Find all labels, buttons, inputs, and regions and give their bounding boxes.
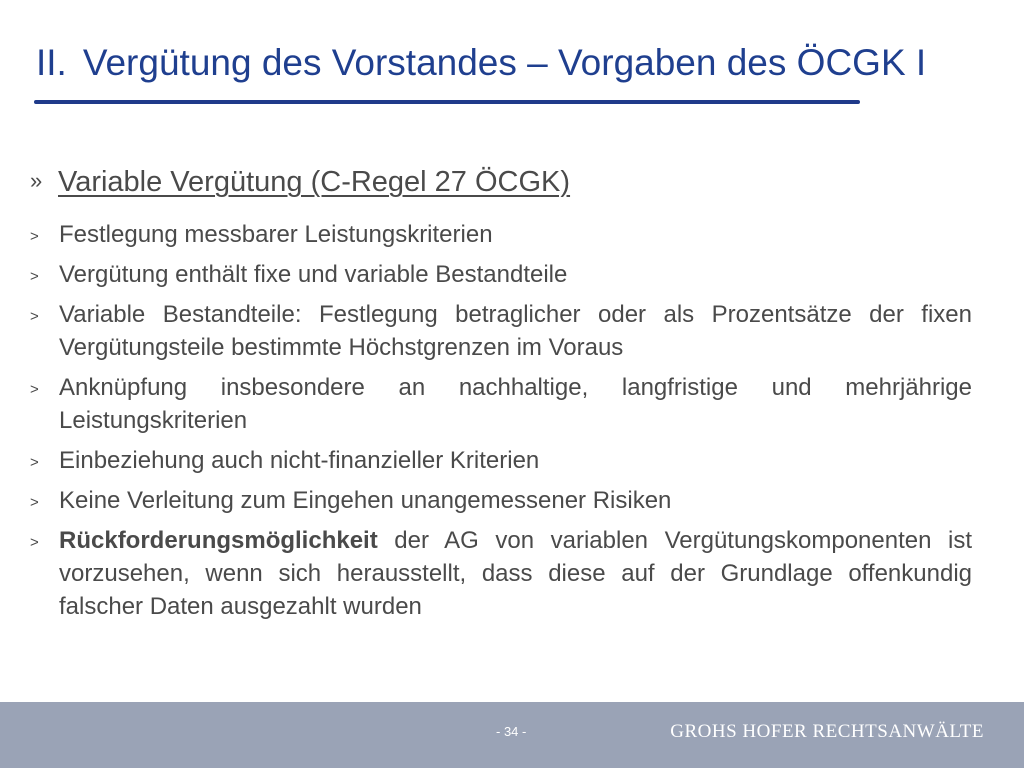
footer-bar [0,702,1024,768]
title-number: II. [36,42,67,83]
bullet-arrow: > [30,534,39,551]
bullet-arrow: > [30,381,39,398]
bullet-arrow: > [30,454,39,471]
bullet-item [30,218,972,251]
bullet-arrow: > [30,268,39,285]
bullet-text: der AG von variablen Vergütungskomponenten ist vorzusehen, wenn sich herausstellt, dass diese auf der Grundlage offenkundig falscher Daten ausgezahlt wurden [59,527,972,620]
bullet-text: Vergütung enthält fixe und variable Bestandteile [59,261,568,288]
bullet-arrow: > [30,494,39,511]
bullet-text: Anknüpfung insbesondere an nachhaltige, langfristige und mehrjährige Leistungskriterien [59,374,972,434]
brand-logo-text: GROHS HOFER RECHTSANWÄLTE [670,721,984,742]
bullet-item [30,524,972,623]
bullet-list [30,218,972,630]
bullet-arrow: > [30,308,39,325]
bullet-item [30,371,972,437]
slide-title [36,42,926,84]
section-marker: » [30,168,43,193]
page-number: - 34 - [496,724,527,739]
bullet-item [30,444,972,477]
title-text: Vergütung des Vorstandes – Vorgaben des ÖCGK I [82,42,927,83]
bullet-text: Keine Verleitung zum Eingehen unangemessener Risiken [59,487,672,514]
bullet-text: Festlegung messbarer Leistungskriterien [59,221,493,248]
bullet-text: Einbeziehung auch nicht-finanzieller Kriterien [59,447,540,474]
bullet-lead-bold: Rückforderungsmöglichkeit [59,527,378,554]
bullet-item [30,258,972,291]
bullet-arrow: > [30,228,39,245]
bullet-text: Variable Bestandteile: Festlegung betraglicher oder als Prozentsätze der fixen Vergütungsteile bestimmte Höchstgrenzen im Voraus [59,301,972,361]
section-heading [30,166,570,199]
bullet-item [30,484,972,517]
section-heading-text: Variable Vergütung (C-Regel 27 ÖCGK) [58,166,571,198]
bullet-item [30,298,972,364]
title-underline [34,100,860,104]
